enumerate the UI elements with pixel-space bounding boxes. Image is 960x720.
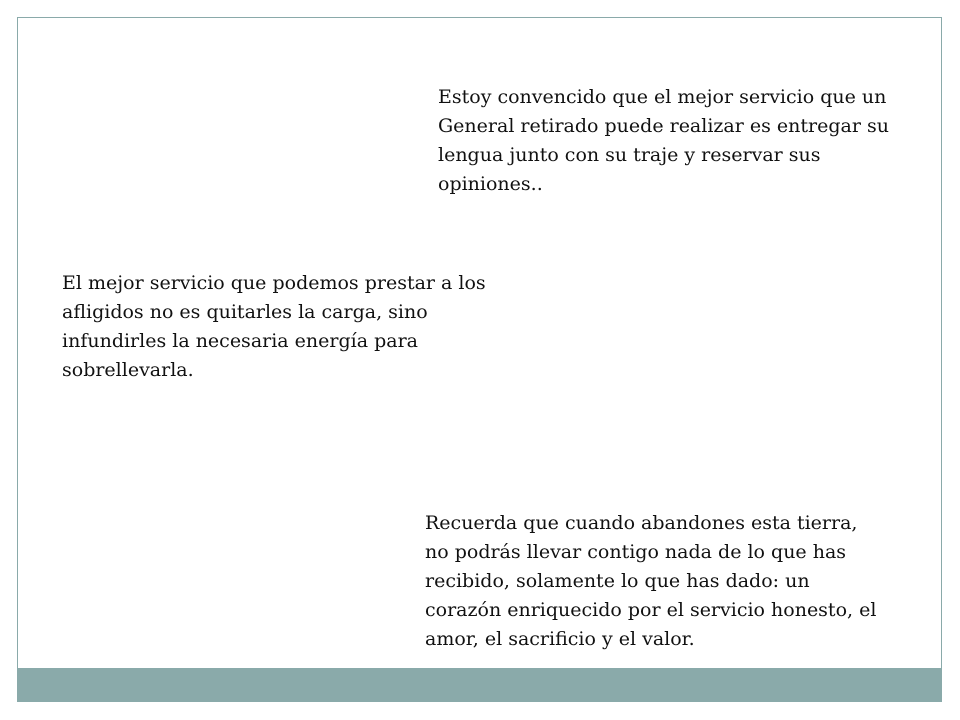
quote-servicio-afligidos: El mejor servicio que podemos prestar a los afligidos no es quitarles la carga, sino infundirles la necesaria energía para sobrellevarla.: [62, 272, 486, 381]
footer-bar: [18, 668, 941, 701]
slide: [17, 17, 942, 702]
quote-general-retirado: Estoy convencido que el mejor servicio que un General retirado puede realizar es entregar su lengua junto con su traje y reservar sus opiniones..: [438, 86, 889, 195]
quote-recuerda-tierra: Recuerda que cuando abandones esta tierra, no podrás llevar contigo nada de lo que has recibido, solamente lo que has dado: un corazón enriquecido por el servicio honesto, el amor, el sacrificio y el valor.: [425, 512, 877, 650]
